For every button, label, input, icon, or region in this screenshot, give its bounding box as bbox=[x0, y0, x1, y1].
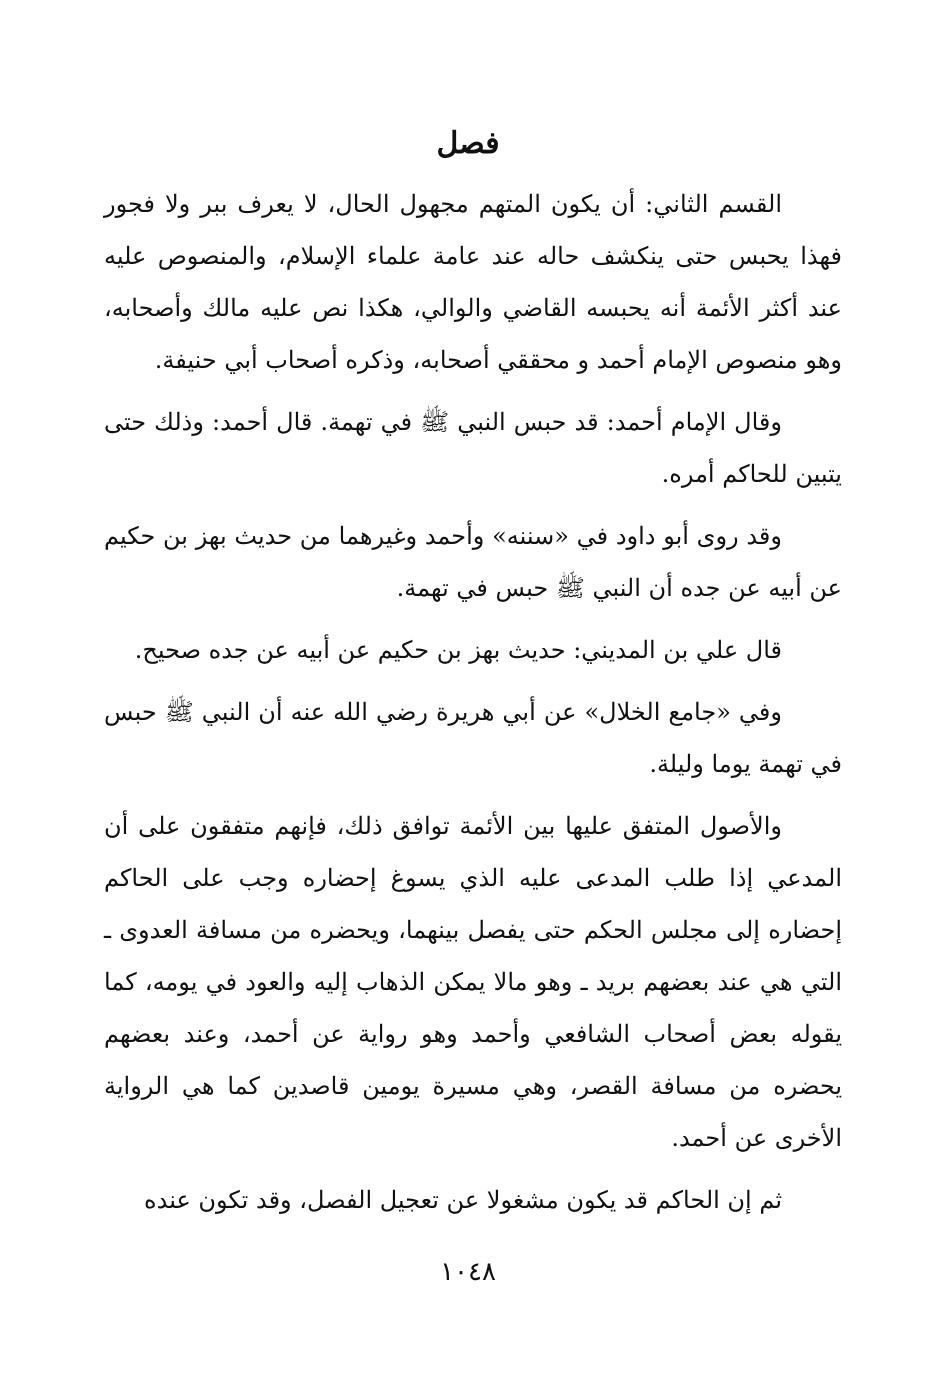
paragraph-1: القسم الثاني: أن يكون المتهم مجهول الحال، لا يعرف ببر ولا فجور فهذا يحبس حتى ينكشف حاله عند عامة علماء الإسلام، والمنصوص عليه عند أكثر الأئمة أنه يحبسه القاضي والوالي، هكذا نص عليه مالك وأصحابه، وهو منصوص الإمام أحمد و محققي أصحابه، وذكره أصحاب أبي حنيفة. bbox=[104, 190, 842, 374]
section-heading: فصل bbox=[436, 126, 500, 161]
paragraph-3: وقد روى أبو داود في «سننه» وأحمد وغيرهما من حديث بهز بن حكيم عن أبيه عن جده أن النبي ﷺ حبس في تهمة. bbox=[104, 522, 842, 602]
body-text bbox=[104, 178, 842, 1236]
page-number: ١٠٤٨ bbox=[440, 1257, 496, 1287]
paragraph-2: وقال الإمام أحمد: قد حبس النبي ﷺ في تهمة. قال أحمد: وذلك حتى يتبين للحاكم أمره. bbox=[104, 408, 842, 488]
paragraph-4: قال علي بن المديني: حديث بهز بن حكيم عن أبيه عن جده صحيح. bbox=[134, 636, 782, 664]
paragraph-6: والأصول المتفق عليها بين الأئمة توافق ذلك، فإنهم متفقون على أن المدعي إذا طلب المدعى عليه الذي يسوغ إحضاره وجب على الحاكم إحضاره إلى مجلس الحكم حتى يفصل بينهما، ويحضره من مسافة العدوى ـ التي هي عند بعضهم بريد ـ وهو مالا يمكن الذهاب إليه والعود في يومه، كما يقوله بعض أصحاب الشافعي وأحمد وهو رواية عن أحمد، وعند بعضهم يحضره من مسافة القصر، وهي مسيرة يومين قاصدين كما هي الرواية الأخرى عن أحمد. bbox=[104, 812, 843, 1152]
paragraph-5: وفي «جامع الخلال» عن أبي هريرة رضي الله عنه أن النبي ﷺ حبس في تهمة يوما وليلة. bbox=[104, 698, 842, 778]
paragraph-7: ثم إن الحاكم قد يكون مشغولا عن تعجيل الفصل، وقد تكون عنده bbox=[144, 1186, 782, 1214]
